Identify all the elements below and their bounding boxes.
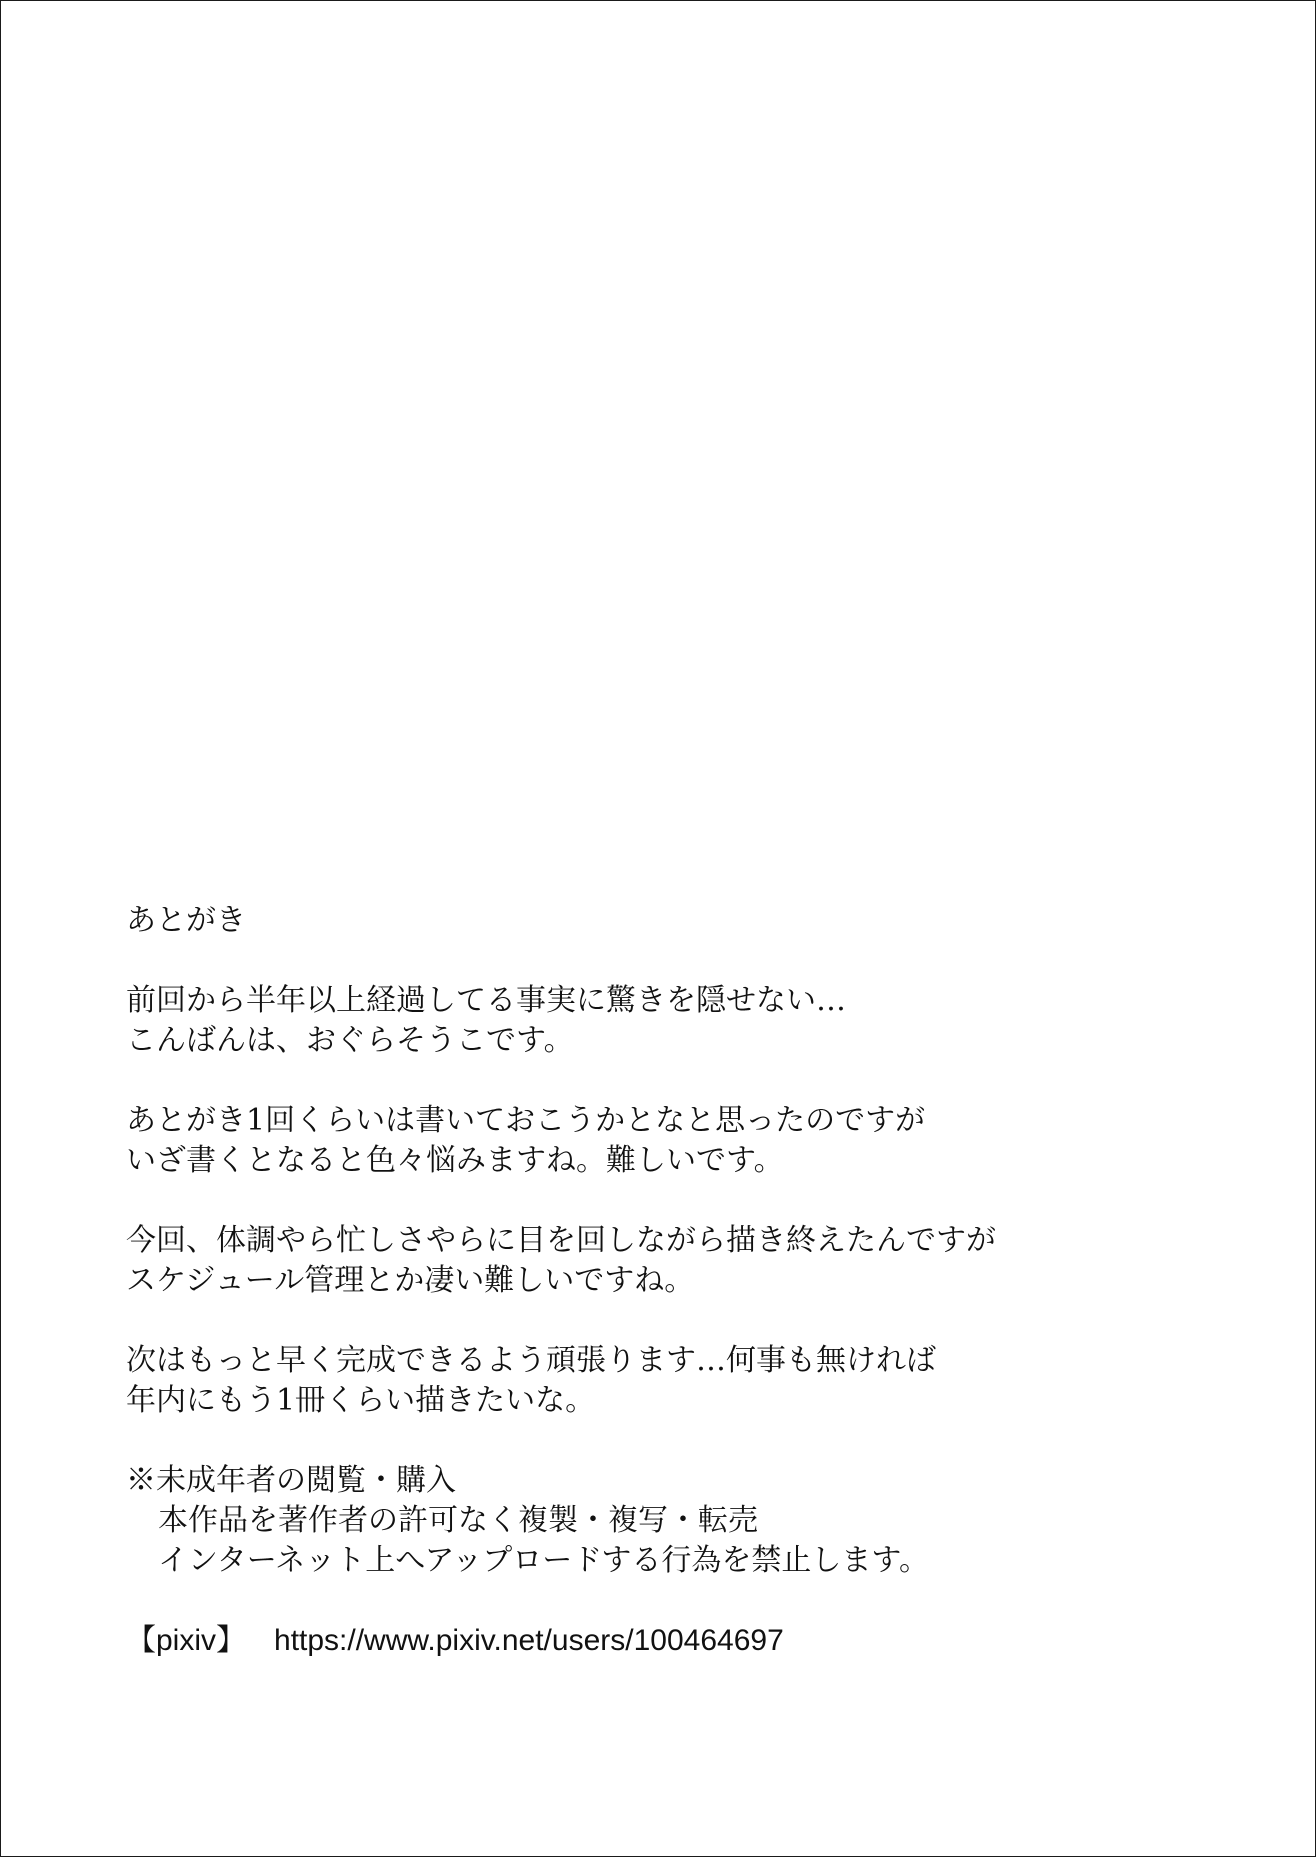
paragraph-3-line-1: 今回、体調やら忙しさやらに目を回しながら描き終えたんですが: [126, 1223, 996, 1258]
spacer: [126, 1421, 1226, 1461]
paragraph-4-line-1: 次はもっと早く完成できるよう頑張ります…何事も無ければ: [126, 1343, 936, 1378]
spacer: [126, 1061, 1226, 1101]
spacer: [126, 1181, 1226, 1221]
paragraph-2-line-1: あとがき1回くらいは書いておこうかとなと思ったのですが: [126, 1103, 926, 1138]
paragraph-1-line-2: こんばんは、おぐらそうこです。: [126, 1023, 574, 1058]
paragraph-4-line-2: 年内にもう1冊くらい描きたいな。: [126, 1383, 596, 1418]
spacer: [126, 941, 1226, 981]
afterword-heading: あとがき: [126, 903, 246, 938]
pixiv-label: 【pixiv】: [126, 1624, 247, 1657]
paragraph-1-line-1: 前回から半年以上経過してる事実に驚きを隠せない…: [126, 983, 846, 1018]
spacer: [126, 1581, 1226, 1621]
notice-item-1: 本作品を著作者の許可なく複製・複写・転売: [158, 1503, 758, 1538]
pixiv-link-line: [126, 1621, 1226, 1661]
pixiv-url[interactable]: https://www.pixiv.net/users/100464697: [274, 1624, 784, 1657]
afterword-text-block: [126, 901, 1226, 1661]
notice-item-2: インターネット上へアップロードする行為を禁止します。: [158, 1543, 929, 1578]
notice-title: ※未成年者の閲覧・購入: [126, 1463, 456, 1498]
paragraph-3-line-2: スケジュール管理とか凄い難しいですね。: [126, 1263, 695, 1298]
spacer: [126, 1301, 1226, 1341]
paragraph-2-line-2: いざ書くとなると色々悩みますね。難しいです。: [126, 1143, 784, 1178]
